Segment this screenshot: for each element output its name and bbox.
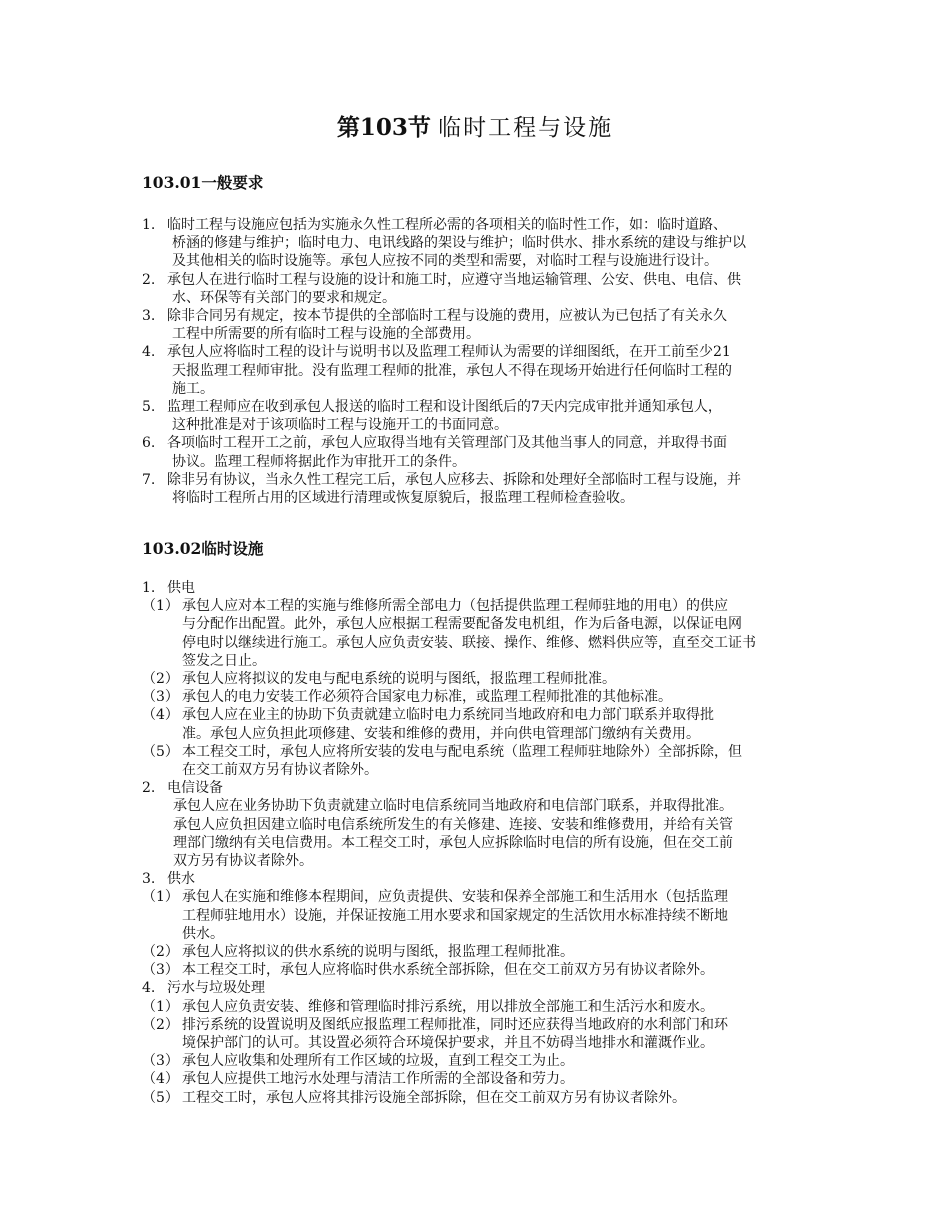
item-marker: 2. — [142, 271, 156, 288]
heading-general-requirements: 103.01一般要求 — [142, 173, 264, 192]
list-item: （3） 承包人应收集和处理所有工作区域的垃圾，直到工程交工为止。 — [142, 1053, 574, 1070]
item-marker: （5） — [142, 743, 179, 760]
item-marker: （5） — [142, 1089, 179, 1106]
item-marker: 7. — [142, 471, 156, 488]
item-marker: 3. — [142, 308, 156, 325]
item-marker: （2） — [142, 944, 179, 961]
list-item: （2） 排污系统的设置说明及图纸应报监理工程师批准，同时还应获得当地政府的水利部门和环 境保护部门的认可。其设置必须符合环境保护要求，并且不妨碍当地排水和灌溉作业。 — [142, 1016, 728, 1052]
item-marker: （1） — [142, 598, 179, 615]
subsection-heading: 2. 电信设备 — [142, 780, 223, 797]
item-marker: （3） — [142, 962, 179, 979]
item-marker: （3） — [142, 1053, 179, 1070]
list-item: 6. 各项临时工程开工之前，承包人应取得当地有关管理部门及其他当事人的同意，并取得书面 协议。监理工程师将据此作为审批开工的条件。 — [142, 435, 727, 470]
list-item: 1. 临时工程与设施应包括为实施永久性工程所必需的各项相关的临时性工作，如：临时道路、 桥涵的修建与维护；临时电力、电讯线路的架设与维护；临时供水、排水系统的建设与维护以 及其他相关的临时设施等。承包人应按不同的类型和需要，对临时工程与设施进行设计。 — [142, 217, 746, 270]
item-marker: （1） — [142, 998, 179, 1015]
item-marker: （1） — [142, 889, 179, 906]
list-item: 2. 承包人在进行临时工程与设施的设计和施工时，应遵守当地运输管理、公安、供电、电信、供 水、环保等有关部门的要求和规定。 — [142, 271, 741, 306]
list-item: （4） 承包人应提供工地污水处理与清洁工作所需的全部设备和劳力。 — [142, 1071, 574, 1088]
subsection-heading: 4. 污水与垃圾处理 — [142, 980, 265, 997]
list-item: （2） 承包人应将拟议的发电与配电系统的说明与图纸，报监理工程师批准。 — [142, 671, 616, 688]
item-marker: （4） — [142, 707, 179, 724]
list-item: （5） 本工程交工时，承包人应将所安装的发电与配电系统（监理工程师驻地除外）全部拆除，但 在交工前双方另有协议者除外。 — [142, 743, 742, 779]
item-marker: 5. — [142, 399, 156, 416]
list-item: （1） 承包人应负责安装、维修和管理临时排污系统，用以排放全部施工和生活污水和废水。 — [142, 998, 714, 1015]
item-marker: 6. — [142, 435, 156, 452]
heading-temporary-facilities: 103.02临时设施 — [142, 539, 264, 558]
item-marker: （2） — [142, 1016, 179, 1033]
item-marker: 1. — [142, 217, 156, 233]
list-item: 4. 承包人应将临时工程的设计与说明书以及监理工程师认为需要的详细图纸，在开工前至少21 天报监理工程师审批。没有监理工程师的批准，承包人不得在现场开始进行任何临时工程的 施工。 — [142, 344, 732, 397]
item-marker: （3） — [142, 689, 179, 706]
section-title — [0, 112, 950, 144]
list-item: （4） 承包人应在业主的协助下负责就建立临时电力系统同当地政府和电力部门联系并取得批 准。承包人应负担此项修建、安装和维修的费用，并向供电管理部门缴纳有关费用。 — [142, 707, 714, 742]
list-item: （1） 承包人应对本工程的实施与维修所需全部电力（包括提供监理工程师驻地的用电）的供应 与分配作出配置。此外，承包人应根据工程需要配备发电机组，作为后备电源，以保证电网 停电时以继续进行施工。承包人应负责安装、联接、操作、维修、燃料供应等，直至交工证书 签发之日止。 — [142, 598, 756, 669]
list-item: （1） 承包人在实施和维修本程期间，应负责提供、安装和保养全部施工和生活用水（包括监理 工程师驻地用水）设施，并保证按施工用水要求和国家规定的生活饮用水标准持续不断地 供水。 — [142, 889, 728, 942]
list-item: （5） 工程交工时，承包人应将其排污设施全部拆除，但在交工前双方另有协议者除外。 — [142, 1089, 686, 1106]
item-marker: （2） — [142, 671, 179, 688]
list-item: 3. 除非合同另有规定，按本节提供的全部临时工程与设施的费用，应被认为已包括了有关永久 工程中所需要的所有临时工程与设施的全部费用。 — [142, 308, 727, 343]
subsection-heading: 3. 供水 — [142, 871, 195, 888]
item-marker: （4） — [142, 1071, 179, 1088]
paragraph: 承包人应在业务协助下负责就建立临时电信系统同当地政府和电信部门联系，并取得批准。 承包人应负担因建立临时电信系统所发生的有关修建、连接、安装和维修费用，并给有关管 理部门缴纳有关电信费用。本工程交工时，承包人应拆除临时电信的所有设施，但在交工前 双方另有协议者除外。 — [173, 798, 733, 870]
item-marker: 4. — [142, 344, 156, 361]
list-item: （2） 承包人应将拟议的供水系统的说明与图纸，报监理工程师批准。 — [142, 944, 574, 961]
section-number: 第103节 — [336, 114, 431, 141]
section-name: 临时工程与设施 — [438, 115, 614, 141]
general-requirements-list — [0, 216, 746, 507]
list-item: 7. 除非另有协议，当永久性工程完工后，承包人应移去、拆除和处理好全部临时工程与设施，并 将临时工程所占用的区域进行清理或恢复原貌后，报监理工程师检查验收。 — [142, 471, 741, 507]
list-item: 5. 监理工程师应在收到承包人报送的临时工程和设计图纸后的7天内完成审批并通知承包人， 这种批准是对于该项临时工程与设施开工的书面同意。 — [142, 399, 722, 434]
list-item: （3） 本工程交工时，承包人应将临时供水系统全部拆除，但在交工前双方另有协议者除外。 — [142, 962, 714, 979]
temporary-facilities-list — [0, 579, 756, 1107]
subsection-heading: 1. 供电 — [142, 580, 195, 596]
list-item: （3） 承包人的电力安装工作必须符合国家电力标准，或监理工程师批准的其他标准。 — [142, 689, 672, 706]
